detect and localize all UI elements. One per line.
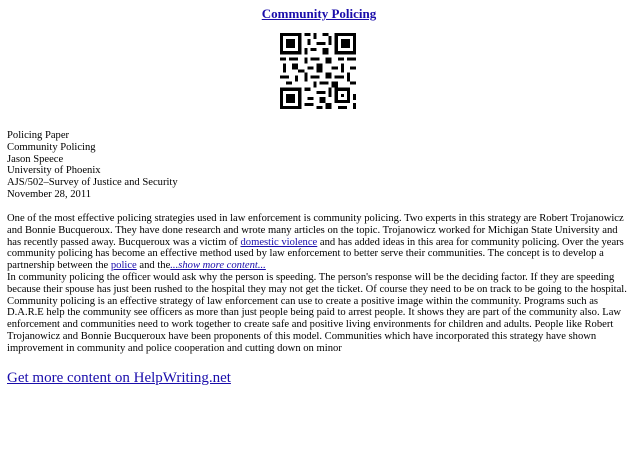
link-police[interactable]: police: [110, 260, 137, 272]
paragraph-intro: [7, 213, 631, 272]
document-title: [0, 6, 638, 22]
meta-line-university: University of Phoenix: [7, 165, 101, 177]
paragraph-continued: In community policing the officer would ask why the person is speeding. The person's response will be the deciding factor. If they are speeding because their spouse has just been rushed to the hospital they may not get the ticket. Of course they need to be on track to be going to the hospital. Community policing is an effective strategy of law enforcement can use to create a positive image within the community. Programs such as D.A.R.E help the community see officers as more than just people being paid to arrest people. It shows they are part of the community also. Law enforcement and communities need to work together to create safe and positive living environments for children and adults. People like Robert Trojanowicz and Bonnie Bucqueroux have been proponents of this model. Communities which have incorporated this strategy have shown improvement in community and police cooperation and cutting down on minor: [7, 271, 627, 354]
paragraph-intro-text-a: One of the most effective policing strategies used in law enforcement is community policing. Two experts in this strategy are Robert Trojanowicz and Bonnie Bucqueroux. They have done research and wrote many articles on the topic. Trojanowicz worked for Michigan State University and has recently passed away. Bucqueroux was a victim of: [7, 213, 624, 248]
paragraph-intro-text-c: and the: [136, 260, 171, 272]
footer: [7, 370, 231, 387]
get-more-content-link[interactable]: Get more content on HelpWriting.net: [7, 370, 231, 386]
meta-line-topic: Community Policing: [7, 141, 96, 153]
meta-line-author: Jason Speece: [7, 153, 64, 165]
document-body: [7, 213, 631, 355]
document-meta: [7, 130, 178, 201]
link-domestic-violence[interactable]: domestic violence: [240, 236, 318, 248]
meta-line-paper: Policing Paper: [7, 130, 70, 141]
meta-line-date: November 28, 2011: [7, 188, 92, 200]
show-more-link[interactable]: ...show more content...: [170, 260, 266, 272]
qr-code-icon: [280, 33, 356, 109]
title-link[interactable]: Community Policing: [261, 6, 377, 21]
paragraph-intro-text-b: and has added ideas in this area for community policing. Over the years community policing has become an effective method used by law enforcement to better serve their communities. The concept is to develop a partnership between the: [7, 236, 624, 272]
meta-line-course: AJS/502–Survey of Justice and Security: [7, 177, 178, 189]
